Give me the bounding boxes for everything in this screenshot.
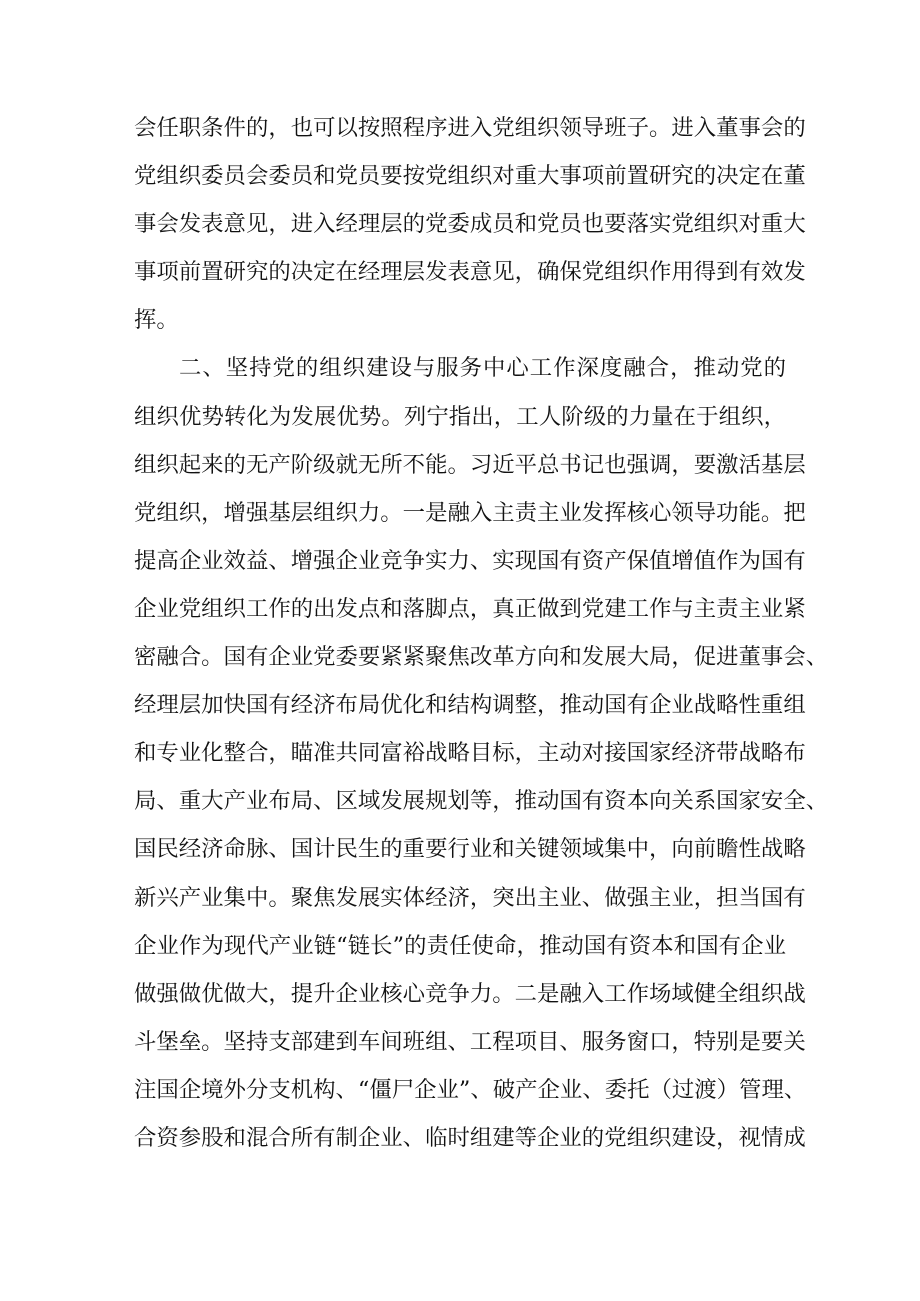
text-line: 做强做优做大，提升企业核心竞争力。二是融入工作场域健全组织战 — [134, 980, 806, 1007]
text-line: 企业党组织工作的出发点和落脚点，真正做到党建工作与主责主业紧 — [134, 595, 806, 622]
text-line: 会任职条件的，也可以按照程序进入党组织领导班子。进入董事会的 — [134, 115, 806, 141]
text-line: 挥。 — [134, 307, 179, 334]
paragraph-2 — [134, 344, 829, 1162]
paragraph-1 — [134, 104, 806, 344]
text-line: 合资参股和混合所有制企业、临时组建等企业的党组织建设，视情成 — [134, 1124, 806, 1151]
text-line: 事项前置研究的决定在经理层发表意见，确保党组织作用得到有效发 — [134, 259, 806, 286]
text-line: 党组织委员会委员和党员要按党组织对重大事项前置研究的决定在董 — [134, 163, 806, 190]
document-body — [134, 104, 829, 1162]
text-line-indented: 二、坚持党的组织建设与服务中心工作深度融合，推动党的 — [179, 355, 786, 382]
text-line: 经理层加快国有经济布局优化和结构调整，推动国有企业战略性重组 — [134, 692, 806, 719]
text-line: 组织优势转化为发展优势。列宁指出，工人阶级的力量在于组织， — [134, 403, 786, 430]
text-line: 斗堡垒。坚持支部建到车间班组、工程项目、服务窗口，特别是要关 — [134, 1028, 806, 1055]
text-line: 注国企境外分支机构、“僵尸企业”、破产企业、委托（过渡）管理、 — [134, 1076, 807, 1103]
text-line: 组织起来的无产阶级就无所不能。习近平总书记也强调，要激活基层 — [134, 451, 806, 478]
text-line: 新兴产业集中。聚焦发展实体经济，突出主业、做强主业，担当国有 — [134, 884, 806, 911]
text-line: 企业作为现代产业链“链长”的责任使命，推动国有资本和国有企业 — [134, 932, 786, 959]
text-line: 国民经济命脉、国计民生的重要行业和关键领域集中，向前瞻性战略 — [134, 836, 806, 863]
text-line: 事会发表意见，进入经理层的党委成员和党员也要落实党组织对重大 — [134, 211, 806, 238]
text-line: 提高企业效益、增强企业竞争实力、实现国有资产保值增值作为国有 — [134, 547, 806, 574]
text-line: 局、重大产业布局、区域发展规划等，推动国有资本向关系国家安全、 — [134, 788, 829, 815]
text-line: 和专业化整合，瞄准共同富裕战略目标，主动对接国家经济带战略布 — [134, 740, 806, 767]
text-line: 党组织，增强基层组织力。一是融入主责主业发挥核心领导功能。把 — [134, 499, 806, 526]
text-line: 密融合。国有企业党委要紧紧聚焦改革方向和发展大局，促进董事会、 — [134, 644, 829, 671]
